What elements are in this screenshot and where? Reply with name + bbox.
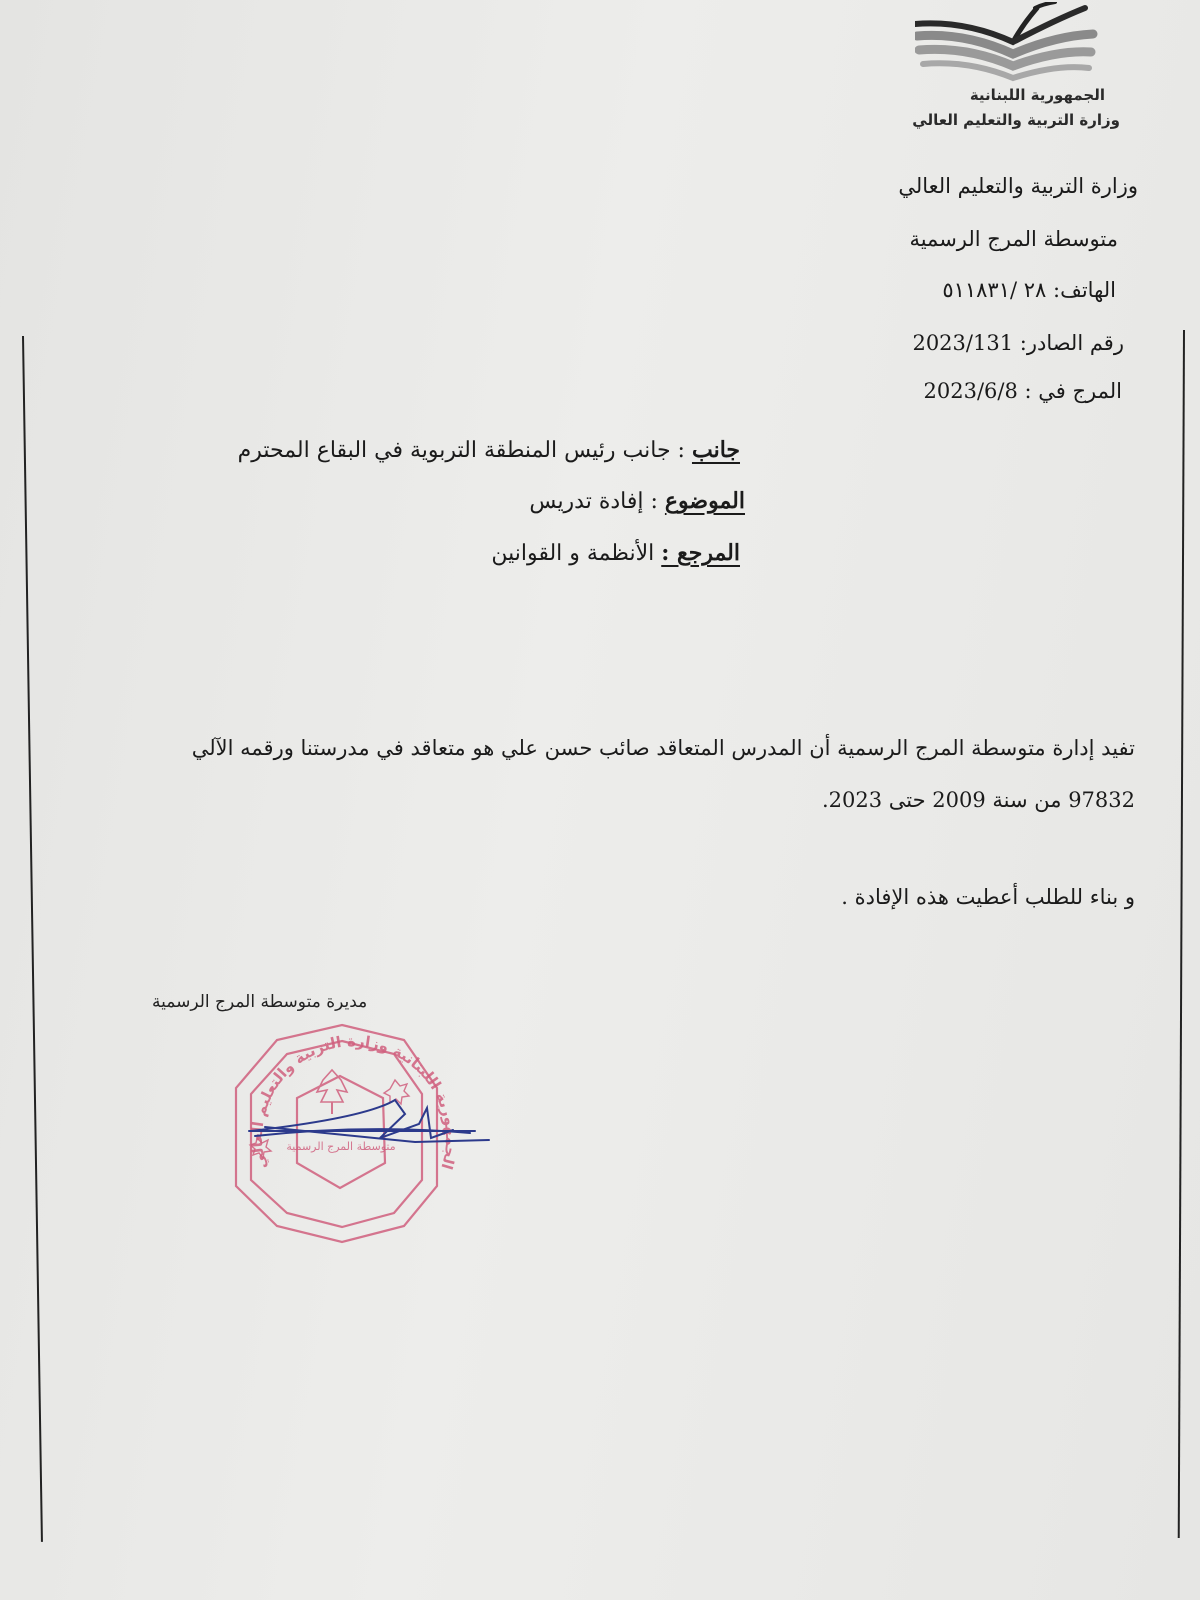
date-value: 2023/6/8 (923, 379, 1018, 403)
official-stamp (205, 1018, 505, 1258)
reference-line (491, 540, 740, 566)
date-label: المرج في : (1024, 379, 1122, 403)
phone-label: الهاتف: (1053, 278, 1116, 302)
body-paragraph-line-2: 97832 من سنة 2009 حتى 2023. (821, 788, 1135, 812)
subject-label: الموضوع (664, 488, 745, 514)
number-value: 2023/131 (912, 331, 1014, 355)
letterhead-republic: الجمهورية اللبنانية (969, 86, 1105, 104)
reference-value: الأنظمة و القوانين (491, 541, 655, 566)
stamp-outer-text: الجمهورية اللبنانية وزارة التربية والتعليم العالي (247, 1032, 461, 1172)
letterhead-ministry: وزارة التربية والتعليم العالي (912, 111, 1120, 129)
left-margin-line (22, 336, 43, 1542)
header-outgoing-number (912, 331, 1124, 355)
header-phone (942, 278, 1116, 302)
phone-value: ٢٨ /٥١١٨٣١ (942, 278, 1047, 302)
subject-line (529, 488, 745, 514)
reference-label: المرجع : (661, 540, 740, 566)
body-closing-line: و بناء للطلب أعطيت هذه الإفادة . (841, 885, 1135, 909)
subject-value: : إفادة تدريس (529, 489, 658, 514)
open-book-icon (915, 2, 1115, 82)
number-label: رقم الصادر: (1019, 331, 1124, 355)
right-margin-line (1178, 330, 1185, 1538)
signature-title: مديرة متوسطة المرج الرسمية (152, 992, 368, 1012)
header-school: متوسطة المرج الرسمية (909, 227, 1118, 251)
body-paragraph-line-1: تفيد إدارة متوسطة المرج الرسمية أن المدرس المتعاقد صائب حسن علي هو متعاقد في مدرستنا ورقمه الآلي (191, 736, 1135, 760)
addressee-line (238, 437, 740, 463)
header-date (924, 379, 1123, 403)
stamp-inner-text: متوسطة المرج الرسمية (286, 1140, 396, 1153)
addressee-label: جانب (691, 437, 740, 463)
addressee-value: : جانب رئيس المنطقة التربوية في البقاع المحترم (237, 438, 685, 463)
header-ministry: وزارة التربية والتعليم العالي (898, 174, 1138, 198)
